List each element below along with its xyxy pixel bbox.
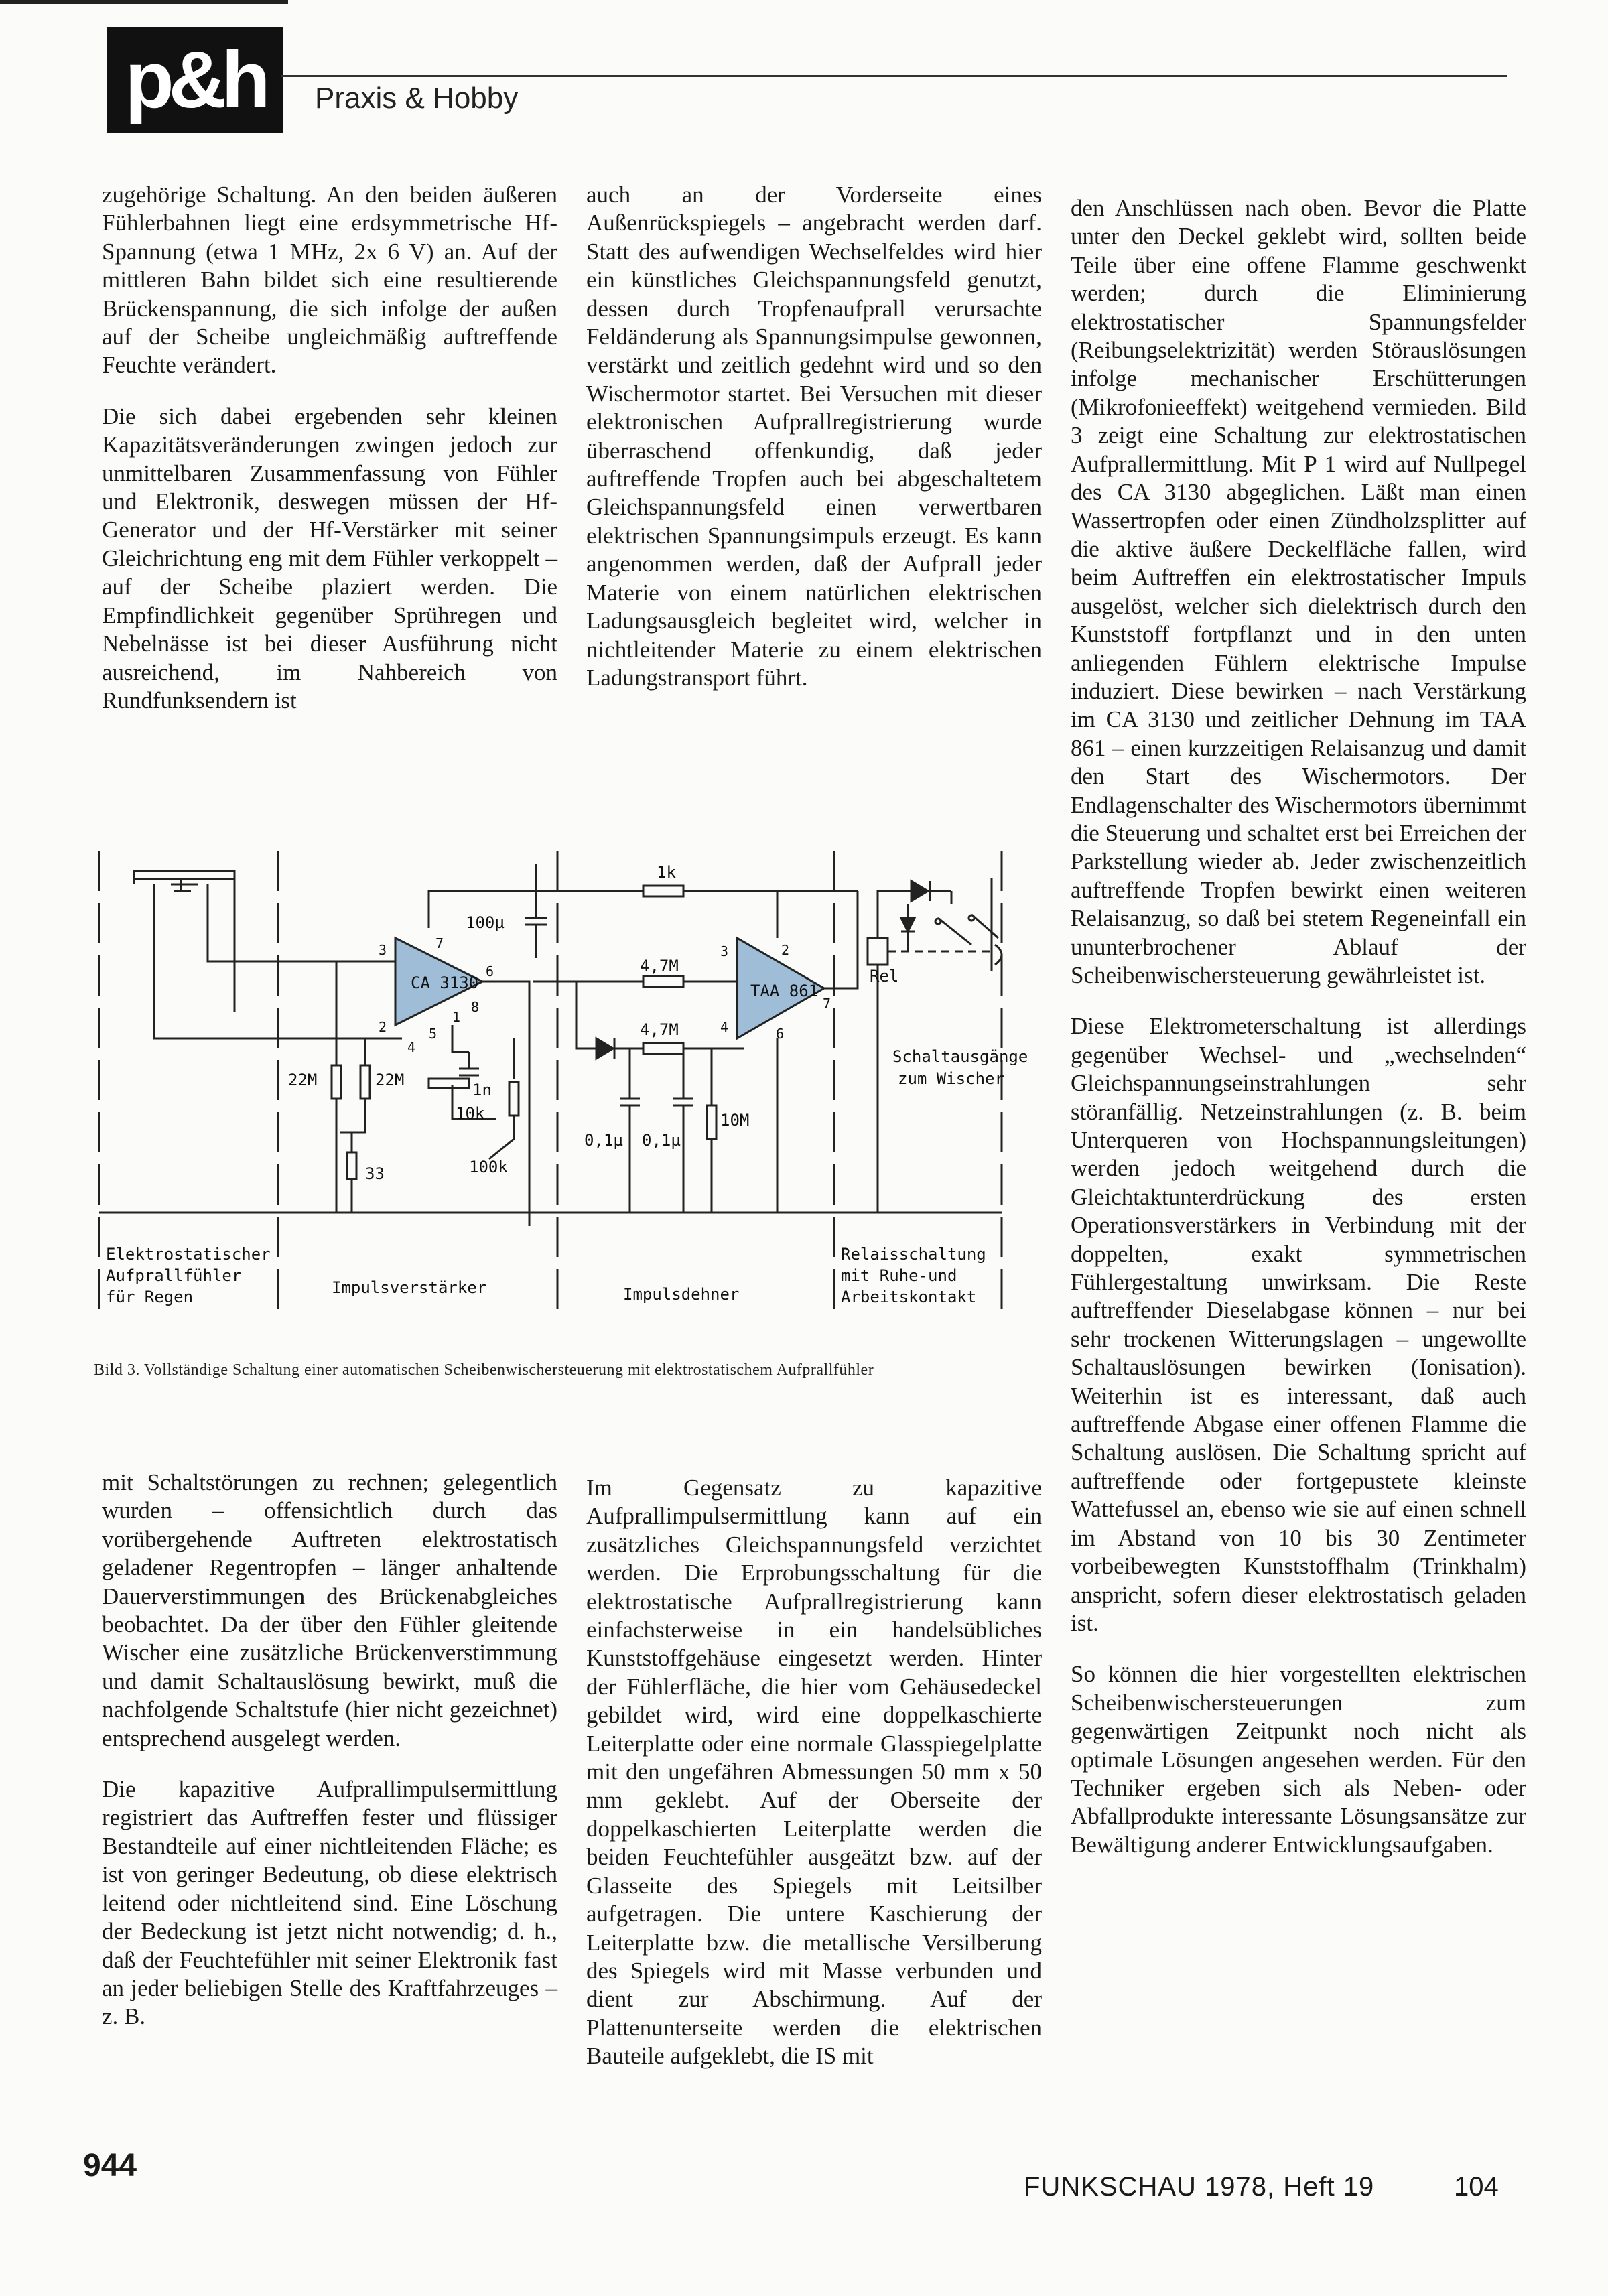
paragraph: zugehörige Schaltung. An den beiden äußeren Fühlerbahnen liegt eine erdsymmetrische Hf-Spannung (etwa 1 MHz, 2x 6 V) an. Auf der mittleren Bahn bildet sich eine resultierende Brückenspannung, die sich infolge der außen auf der Scheibe ungleichmäßig auftreffende Feuchte verändert.: [102, 182, 557, 379]
label-c100u: 100µ: [466, 913, 505, 932]
pin-label: 8: [471, 999, 480, 1015]
pin-label: 2: [379, 1019, 387, 1035]
logo-text: p&h: [125, 35, 265, 125]
label-r1k: 1k: [657, 863, 676, 882]
label-rel: Rel: [870, 967, 899, 986]
section-label: Relaisschaltung: [841, 1245, 986, 1264]
pin-label: 7: [436, 935, 444, 951]
pin-label: 4: [407, 1039, 416, 1055]
label-r100k: 100k: [469, 1158, 508, 1176]
section-label: mit Ruhe-und: [841, 1266, 957, 1285]
page-reference: 104: [1454, 2172, 1499, 2202]
paragraph: So können die hier vorgestellten elektrischen Scheibenwischersteuerungen zum gegenwärtigen Zeitpunkt noch nicht als optimale Lösungen angesehen werden. Für den Techniker ergeben sich als Neben- oder Abfallprodukte interessante Lösungsansätze zur Bewältigung anderer Entwicklungsaufgaben.: [1071, 1661, 1526, 1858]
label-c01-b: 0,1µ: [642, 1131, 681, 1150]
label-r10m: 10M: [720, 1111, 750, 1130]
section-label: Arbeitskontakt: [841, 1288, 977, 1306]
column-2-bottom: [586, 1474, 1042, 2094]
page-number: 944: [83, 2148, 137, 2183]
ic2-label: TAA 861: [750, 982, 819, 1000]
column-1-bottom: [102, 1469, 557, 2054]
section-label: Impulsverstärker: [332, 1278, 487, 1297]
pin-label: 2: [781, 942, 790, 958]
paragraph: auch an der Vorderseite eines Außenrückspiegels – angebracht werden darf. Statt des aufwendigen Wechselfeldes wird hier ein künstliches Gleichspannungsfeld genutzt, dessen durch Tropfenaufprall verursachte Feldänderung als Spannungsimpulse gewonnen, verstärkt und zeitlich gedehnt wird und so den Wischermotor startet. Bei Versuchen mit dieser elektronischen Aufprallregistrierung wurde überraschend offenkundig, daß jeder auftreffende Tropfen auch bei abgeschaltetem Gleichspannungsfeld einen verwertbaren elektrischen Spannungsimpuls erzeugt. Es kann angenommen werden, daß der Aufprall jeder Materie von einem natürlichen elektrischen Ladungsausgleich begleitet wird, welcher in nichtleitender Materie zu einem elektrischen Ladungstransport führt.: [586, 182, 1042, 691]
section-title: Praxis & Hobby: [315, 82, 519, 115]
label-out-1: Schaltausgänge: [892, 1047, 1028, 1066]
label-out-2: zum Wischer: [898, 1069, 1004, 1088]
ic1-label: CA 3130: [411, 973, 479, 992]
label-r47m-b: 4,7M: [640, 1020, 679, 1039]
paragraph: den Anschlüssen nach oben. Bevor die Platte unter den Deckel geklebt wird, sollten beide Teile über eine offene Flamme geschwenkt werden; durch die Eliminierung elektrostatischer Spannungsfelder (Reibungselektrizität) werden Störauslösungen infolge mechanischer Erschütterungen (Mikrofonieeffekt) weitgehend vermieden. Bild 3 zeigt eine Schaltung zur elektrostatischen Aufprallermittlung. Mit P 1 wird auf Nullpegel des CA 3130 abgeglichen. Läßt man einen Wassertropfen oder einen Zündholzsplitter auf die aktive äußere Deckelfläche fallen, wird beim Auftreffen ein elektrostatischer Impuls ausgelöst, welcher sich dielektrisch durch den Kunststoff fortpflanzt und in den unten anliegenden Fühlern elektrische Impulse induziert. Diese bewirken – nach Verstärkung im CA 3130 und zeitlicher Dehnung im TAA 861 – einen kurzzeitigen Relaisanzug und damit den Start des Wischermotors. Der Endlagenschalter des Wischermotors übernimmt die Steuerung und schaltet erst bei Erreichen der Parkstellung wieder ab. Jeder zwischenzeitlich auftreffende Tropfen bewirkt einen weiteren Relaisanzug, so daß bei stetem Regeneinfall ein ununterbrochener Ablauf der Scheibenwischersteuerung gewährleistet ist.: [1071, 195, 1526, 988]
paragraph: Die sich dabei ergebenden sehr kleinen Kapazitätsveränderungen zwingen jedoch zur unmittelbaren Zusammenfassung von Fühler und Elektronik, deswegen müssen der Hf-Generator und der Hf-Verstärker mit seiner Gleichrichtung eng mit dem Fühler verkoppelt – auf der Scheibe plaziert werden. Die Empfindlichkeit gegenüber Sprühregen und Nebelnässe ist bei dieser Ausführung nicht ausreichend, im Nahbereich von Rundfunksendern ist: [102, 403, 557, 714]
paragraph: Diese Elektrometerschaltung ist allerdings gegenüber Wechsel- und „wechselnden“ Gleichspannungseinstrahlungen sehr störanfällig. Netzeinstrahlungen (z. B. beim Unterqueren von Hochspannungsleitungen) werden jedoch weitgehend durch die Gleichtaktunterdrückung des ersten Operationsverstärkers in Verbindung mit der doppelten, exakt symmetrischen Fühlergestaltung unwirksam. Die Reste auftreffender Dieselabgase können – nur bei sehr trockenen Witterungslagen – ungewollte Schaltauslösungen bewirken (Ionisation). Weiterhin ist es interessant, daß auch auftreffende Abgase einer offenen Flamme die Schaltung auslösen. Die Schaltung spricht auf auftreffende oder fortgepustete kleinste Wattefussel an, ebenso wie sie auf einen schnell im Abstand von 10 bis 30 Zentimeter vorbeibewegten Kunststoffhalm (Trinkhalm) anspricht, sofern dieser elektrostatisch geladen ist.: [1071, 1013, 1526, 1636]
magazine-issue: FUNKSCHAU 1978, Heft 19: [1024, 2172, 1375, 2202]
section-label: für Regen: [106, 1288, 194, 1306]
label-c01-a: 0,1µ: [584, 1131, 623, 1150]
column-1-top: [102, 181, 557, 738]
circuit-schematic: [80, 837, 1045, 1347]
header-rule: [281, 75, 1508, 77]
top-rule: [0, 0, 288, 4]
pin-label: 1: [452, 1009, 461, 1025]
pin-label: 6: [486, 963, 494, 980]
label-p10k: 10k: [456, 1104, 485, 1123]
pin-label: 3: [379, 942, 387, 958]
pin-label: 6: [776, 1026, 785, 1042]
pin-label: 3: [720, 943, 729, 959]
pin-label: 4: [720, 1019, 729, 1035]
label-r33: 33: [365, 1164, 385, 1183]
pin-label: 5: [429, 1026, 438, 1042]
section-label: Impulsdehner: [623, 1285, 740, 1304]
section-label: Aufprallfühler: [106, 1266, 242, 1285]
section-label: Elektrostatischer: [106, 1245, 271, 1264]
paragraph: Im Gegensatz zu kapazitive Aufprallimpulsermittlung kann auf ein zusätzliches Gleichspannungsfeld verzichtet werden. Die Erprobungsschaltung für die elektrostatische Aufprallregistrierung kann einfachsterweise in ein handelsübliches Kunststoffgehäuse eingesetzt werden. Hinter der Fühlerfläche, die hier vom Gehäusedeckel gebildet wird, wird eine doppelkaschierte Leiterplatte oder eine normale Glasspiegelplatte mit den ungefähren Abmessungen 50 mm x 50 mm geklebt. Auf der Oberseite der doppelkaschierten Leiterplatte werden die beiden Feuchtefühler ausgeätzt bzw. auf der Glasseite des Spiegels mit Leitsilber aufgetragen. Die untere Kaschierung der Leiterplatte bzw. die metallische Versilberung des Spiegels wird mit Masse verbunden und dient zur Abschirmung. Auf der Plattenunterseite werden die elektrischen Bauteile aufgeklebt, die IS mit: [586, 1475, 1042, 2070]
magazine-logo: [107, 27, 283, 133]
label-r22m-a: 22M: [288, 1071, 318, 1089]
pin-label: 7: [823, 996, 831, 1012]
figure-caption: Bild 3. Vollständige Schaltung einer automatischen Scheibenwischersteuerung mit elektrostatischem Aufprallfühler: [94, 1361, 874, 1379]
label-r22m-b: 22M: [375, 1071, 405, 1089]
paragraph: mit Schaltstörungen zu rechnen; gelegentlich wurden – offensichtlich durch das vorübergehende Auftreten elektrostatisch geladener Regentropfen – länger anhaltende Dauerverstimmungen des Brückenabgleiches beobachtet. Da der über den Fühler gleitende Wischer eine zusätzliche Brückenverstimmung und damit Schaltauslösung bewirkt, muß die nachfolgende Schaltstufe (hier nicht gezeichnet) entsprechend ausgelegt werden.: [102, 1469, 557, 1751]
column-3: [1071, 194, 1526, 1882]
paragraph: Die kapazitive Aufprallimpulsermittlung registriert das Auftreffen fester und flüssiger Bestandteile auf einer nichtleitenden Fläche; es ist von geringer Bedeutung, ob diese elektrisch leitend oder nichtleitend sind. Eine Löschung der Bedeckung ist jetzt nicht notwendig; d. h., daß der Feuchtefühler mit seiner Elektronik fast an jeder beliebigen Stelle des Kraftfahrzeuges – z. B.: [102, 1776, 557, 2030]
column-2-top: [586, 181, 1042, 715]
label-c1n: 1n: [472, 1081, 492, 1099]
label-r47m-a: 4,7M: [640, 957, 679, 975]
